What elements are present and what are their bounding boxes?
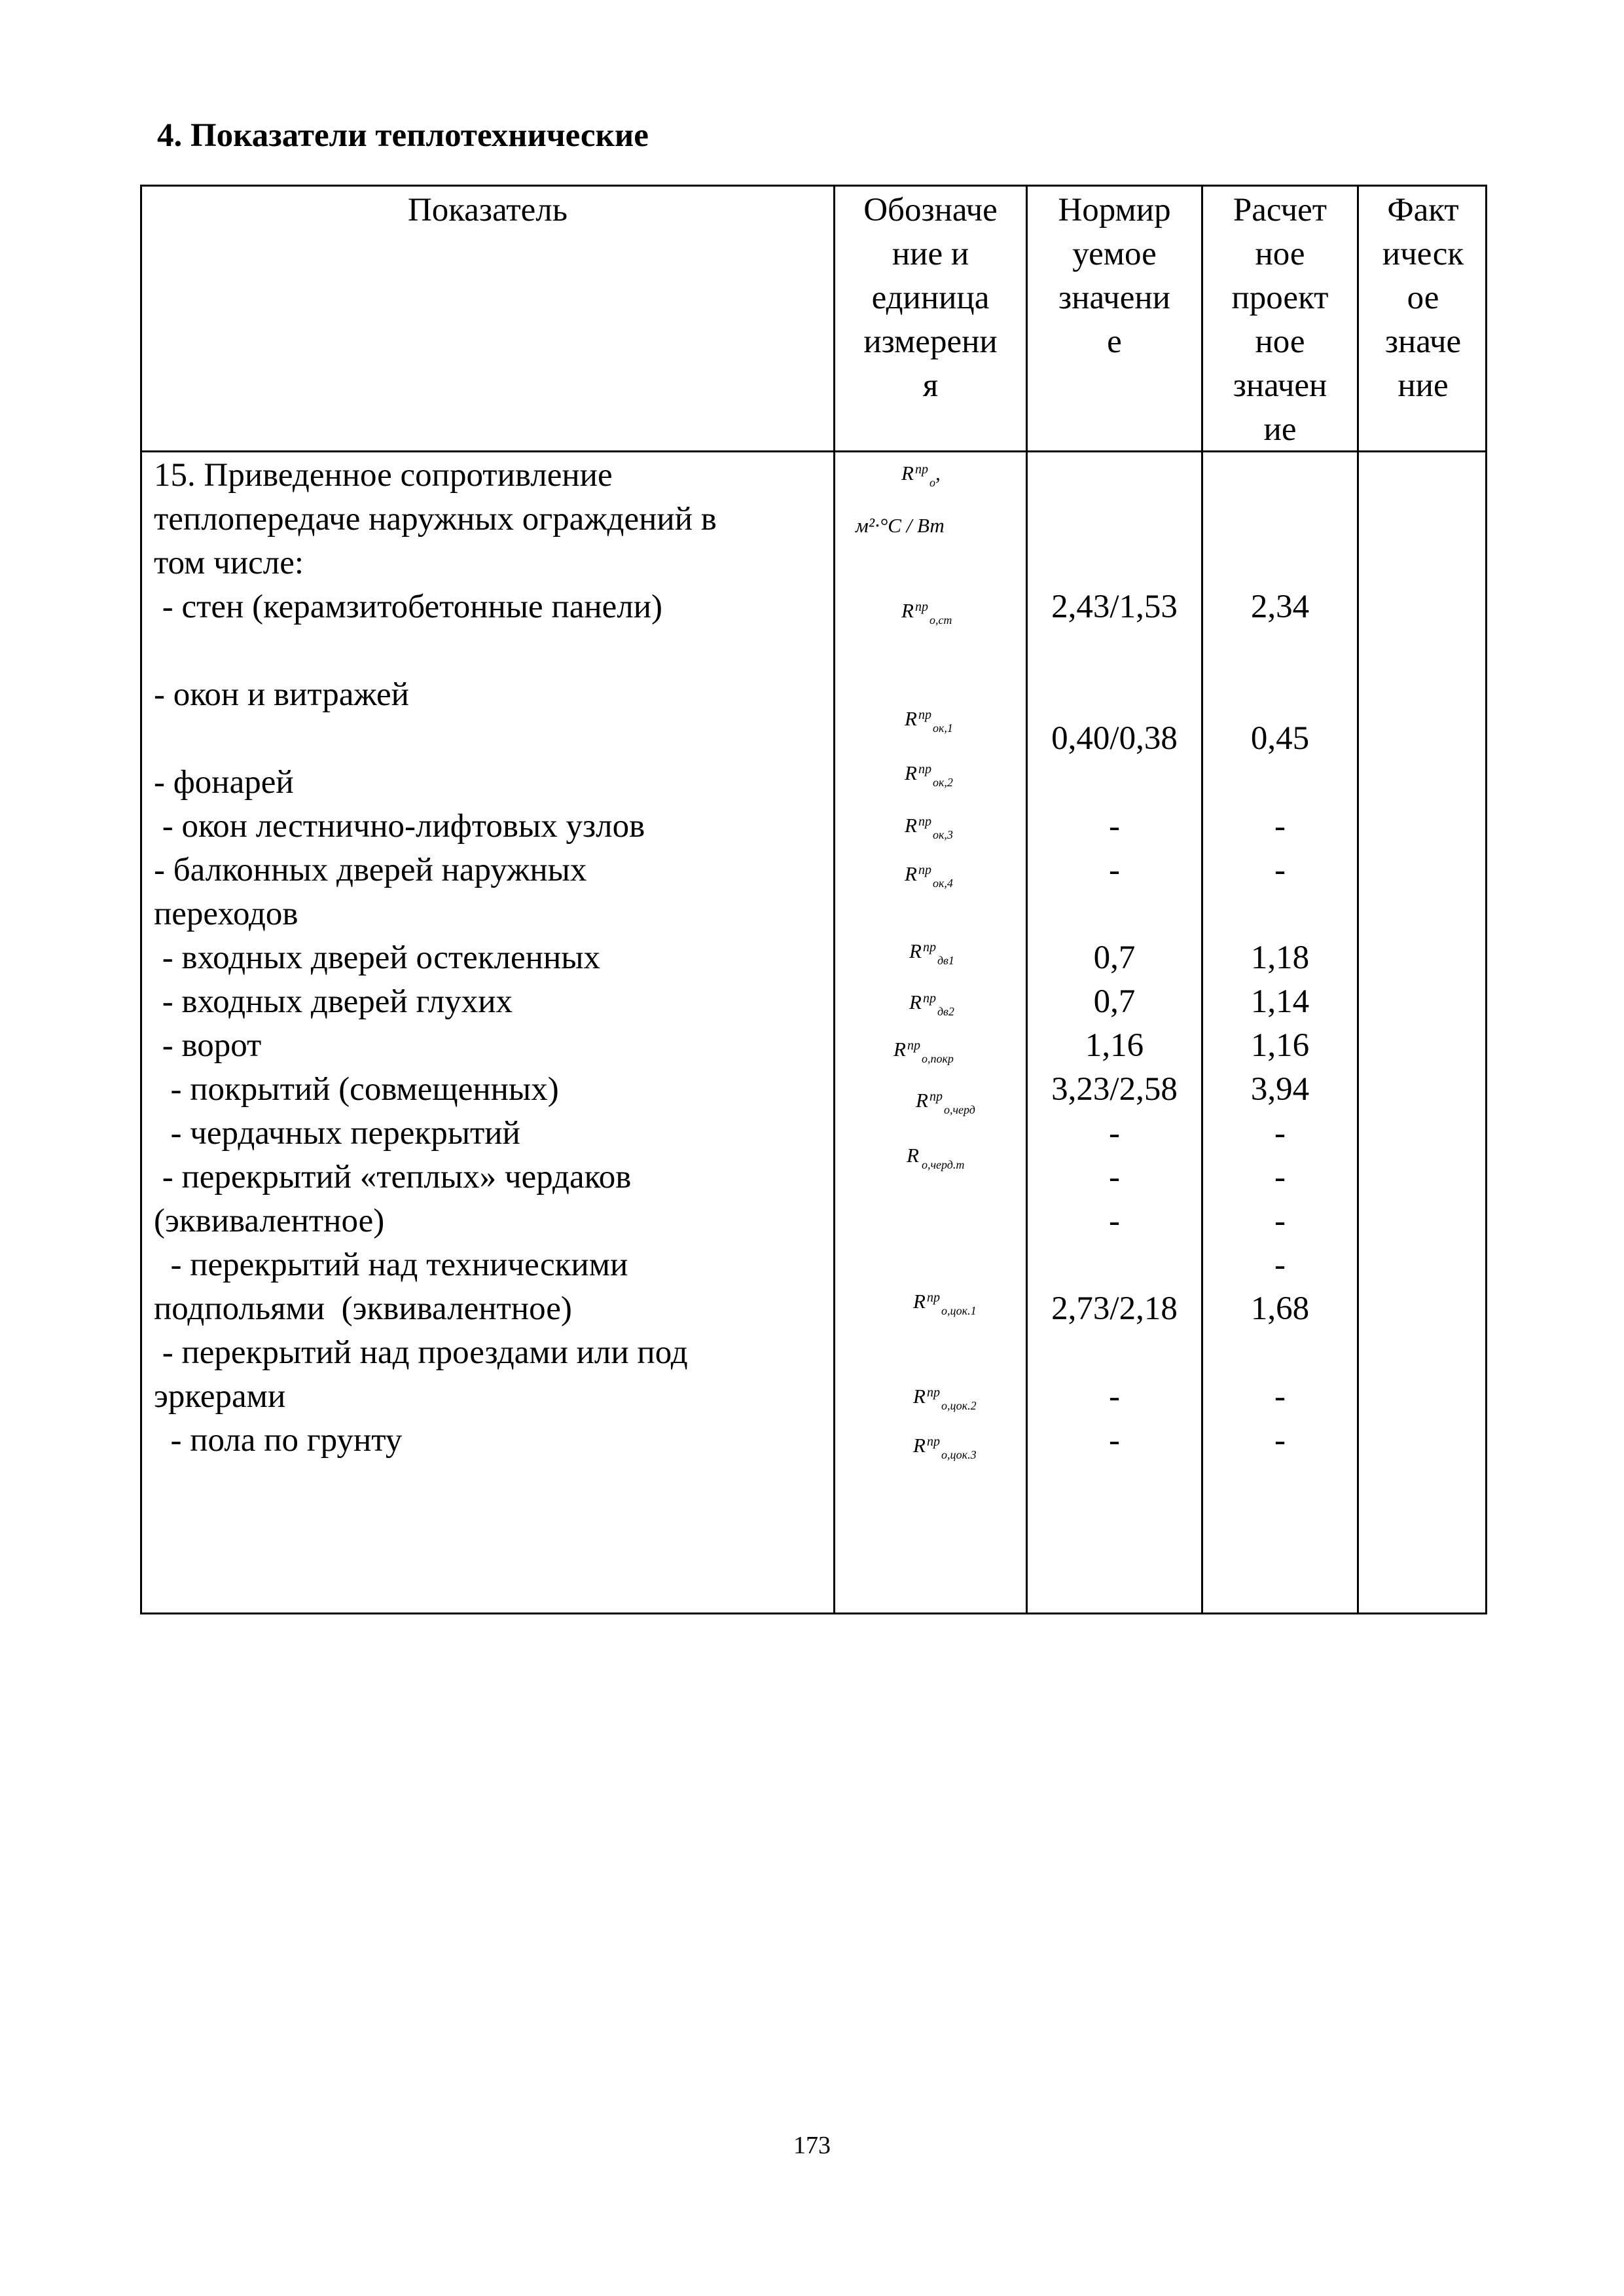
header-actual: Факт ическ ое значе ние — [1382, 192, 1464, 404]
symbol-r-basement: R $^{пр}_{о,цок.1}$ — [913, 1290, 977, 1317]
design-value: 3,94 — [1250, 1071, 1310, 1108]
normative-value: - — [1109, 852, 1120, 888]
symbol-r-attic: R $^{пр}_{о,черд}$ — [916, 1089, 975, 1116]
row-text: - входных дверей глухих — [154, 983, 513, 1020]
row-text: (эквивалентное) — [154, 1203, 385, 1239]
design-value: - — [1274, 1422, 1286, 1459]
symbol-r-skylights: R $^{пр}_{ок,2}$ — [905, 761, 953, 789]
design-value: - — [1274, 1378, 1286, 1415]
row-text: - входных дверей остекленных — [154, 939, 601, 976]
row-text: - перекрытий над проездами или под — [154, 1334, 688, 1371]
design-value: - — [1274, 1159, 1286, 1195]
symbol-r-o: R $^{пр}_о$, — [901, 462, 941, 489]
normative-value: - — [1109, 808, 1120, 845]
header-design: Расчет ное проект ное значен ие — [1231, 192, 1329, 448]
row-text: подпольями (эквивалентное) — [154, 1290, 572, 1327]
symbol-r-ground-floor: R $^{пр}_{о,цок.3}$ — [913, 1434, 977, 1461]
design-value: - — [1274, 1247, 1286, 1283]
design-value: - — [1274, 1203, 1286, 1239]
normative-value: 0,40/0,38 — [1051, 720, 1178, 757]
normative-value: - — [1109, 1159, 1120, 1195]
row-text: - окон и витражей — [154, 676, 409, 713]
design-value: 0,45 — [1250, 720, 1310, 757]
row-text: - ворот — [154, 1027, 262, 1064]
design-value: 1,16 — [1250, 1027, 1310, 1064]
normative-value: - — [1109, 1203, 1120, 1239]
row-text: - пола по грунту — [154, 1422, 403, 1459]
symbol-r-doors-1: R $^{пр}_{дв1}$ — [909, 939, 954, 967]
symbol-r-passage: R $^{пр}_{о,цок.2}$ — [913, 1385, 977, 1412]
design-value: - — [1274, 808, 1286, 845]
design-value: 1,18 — [1250, 939, 1310, 976]
thermal-indicators-table — [140, 185, 1487, 1614]
normative-value: - — [1109, 1115, 1120, 1152]
section-title: 4. Показатели теплотехнические — [157, 117, 649, 154]
header-normative: Нормир уемое значени е — [1058, 192, 1171, 360]
design-value: 2,34 — [1250, 589, 1310, 625]
symbol-unit: м²·°С / Вт — [856, 514, 945, 537]
row-text: - чердачных перекрытий — [154, 1115, 520, 1152]
normative-value: 2,73/2,18 — [1051, 1290, 1178, 1327]
design-value: - — [1274, 852, 1286, 888]
row-text: - покрытий (совмещенных) — [154, 1071, 559, 1108]
normative-value: 3,23/2,58 — [1051, 1071, 1178, 1108]
symbol-r-warm-attic: R $_{о,черд.т}$ — [907, 1144, 965, 1171]
header-designation: Обозначе ние и единица измерени я — [863, 192, 998, 404]
symbol-r-walls: R $^{пр}_{о,ст}$ — [901, 599, 952, 627]
normative-value: 2,43/1,53 — [1051, 589, 1178, 625]
normative-value: 1,16 — [1085, 1027, 1144, 1064]
row-text: 15. Приведенное сопротивление — [154, 457, 613, 494]
symbol-r-roof: R $^{пр}_{о,покр}$ — [893, 1038, 954, 1065]
row-text: переходов — [154, 896, 298, 932]
symbol-r-balcony-doors: R $^{пр}_{ок,4}$ — [905, 862, 953, 890]
normative-value: - — [1109, 1422, 1120, 1459]
row-text: - перекрытий «теплых» чердаков — [154, 1159, 632, 1195]
design-value: 1,68 — [1250, 1290, 1310, 1327]
row-text: теплопередаче наружных ограждений в — [154, 501, 717, 538]
symbol-r-stair-windows: R $^{пр}_{ок,3}$ — [905, 814, 953, 841]
normative-value: 0,7 — [1093, 939, 1136, 976]
header-indicator: Показатель — [407, 192, 568, 228]
row-text: том числе: — [154, 545, 304, 581]
row-text: эркерами — [154, 1378, 286, 1415]
page-number: 173 — [793, 2132, 831, 2159]
row-text: - окон лестнично-лифтовых узлов — [154, 808, 645, 845]
row-text: - балконных дверей наружных — [154, 852, 587, 888]
normative-value: 0,7 — [1093, 983, 1136, 1020]
design-value: - — [1274, 1115, 1286, 1152]
row-text: - стен (керамзитобетонные панели) — [154, 589, 663, 625]
normative-value: - — [1109, 1378, 1120, 1415]
design-value: 1,14 — [1250, 983, 1310, 1020]
row-text: - перекрытий над техническими — [154, 1247, 628, 1283]
row-text: - фонарей — [154, 764, 294, 801]
symbol-r-windows: R $^{пр}_{ок,1}$ — [905, 707, 953, 735]
symbol-r-doors-2: R $^{пр}_{дв2}$ — [909, 991, 954, 1018]
